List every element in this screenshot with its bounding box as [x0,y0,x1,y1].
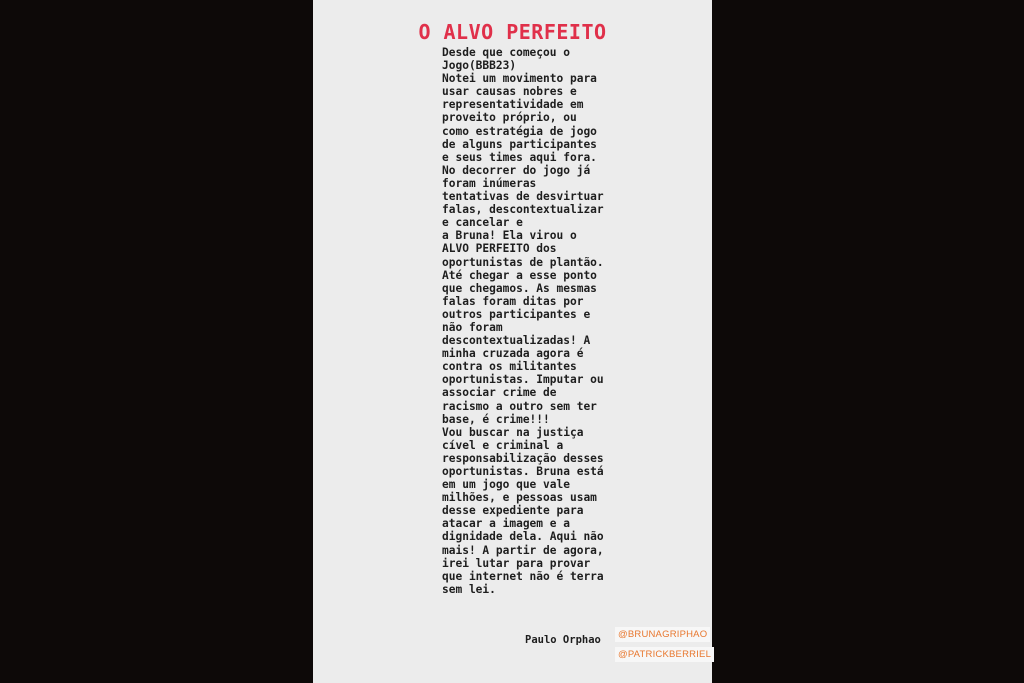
story-body-line: atacar a imagem e a [442,517,570,531]
story-body-line: representatividade em [442,98,584,112]
story-body-line: outros participantes e [442,307,591,321]
story-body-line: e seus times aqui fora. [442,150,597,164]
story-body-line: como estratégia de jogo [442,124,597,138]
story-body-line: sem lei. [442,582,496,596]
story-body-line: Jogo(BBB23) [442,59,517,73]
story-body-line: No decorrer do jogo já [442,163,591,177]
story-body-line: base, é crime!!! [442,412,550,426]
story-body-line: falas foram ditas por [442,294,584,308]
signature: Paulo Orphao [525,634,601,646]
story-body-line: irei lutar para provar [442,556,591,570]
story-body-line: proveito próprio, ou [442,111,577,125]
story-body-line: Desde que começou o [442,46,570,59]
story-body-line: oportunistas. Imputar ou [442,373,604,387]
story-body-line: e cancelar e [442,216,523,230]
story-body-line: associar crime de [442,386,557,400]
story-body-line: mais! A partir de agora, [442,543,604,557]
story-body-line: falas, descontextualizar [442,203,604,217]
story-body-line: minha cruzada agora é [442,347,584,361]
story-body-line: que chegamos. As mesmas [442,281,597,295]
story-body-line: Vou buscar na justiça [442,425,584,439]
story-body-line: desse expediente para [442,504,584,518]
mention-tag-brunagriphao[interactable]: @BRUNAGRIPHAO [615,627,710,642]
story-body-line: Notei um movimento para [442,72,597,86]
story-body-line: oportunistas de plantão. [442,255,604,269]
story-body-line: foram inúmeras [442,176,537,190]
story-body-line: que internet não é terra [442,569,604,583]
story-title: O ALVO PERFEITO [418,20,607,44]
story-body-line: tentativas de desvirtuar [442,190,604,204]
story-body-line: cível e criminal a [442,438,564,452]
story-body-line: de alguns participantes [442,137,597,151]
story-body-line: Até chegar a esse ponto [442,268,597,282]
story-body-line: ALVO PERFEITO dos [442,242,557,256]
story-panel [313,0,712,683]
story-body-line: não foram [442,320,503,334]
story-body-line: usar causas nobres e [442,85,577,99]
story-body-line: a Bruna! Ela virou o [442,229,577,243]
story-body-line: dignidade dela. Aqui não [442,530,604,544]
story-body-line: descontextualizadas! A [442,334,591,348]
story-body-line: racismo a outro sem ter [442,399,597,413]
story-body-line: responsabilização desses [442,451,604,465]
mention-tag-patrickberriel[interactable]: @PATRICKBERRIEL [615,647,714,662]
story-body [442,46,604,596]
story-body-line: contra os militantes [442,360,577,374]
story-body-line: milhões, e pessoas usam [442,491,597,505]
story-body-line: oportunistas. Bruna está [442,465,604,478]
story-body-line: em um jogo que vale [442,478,570,492]
